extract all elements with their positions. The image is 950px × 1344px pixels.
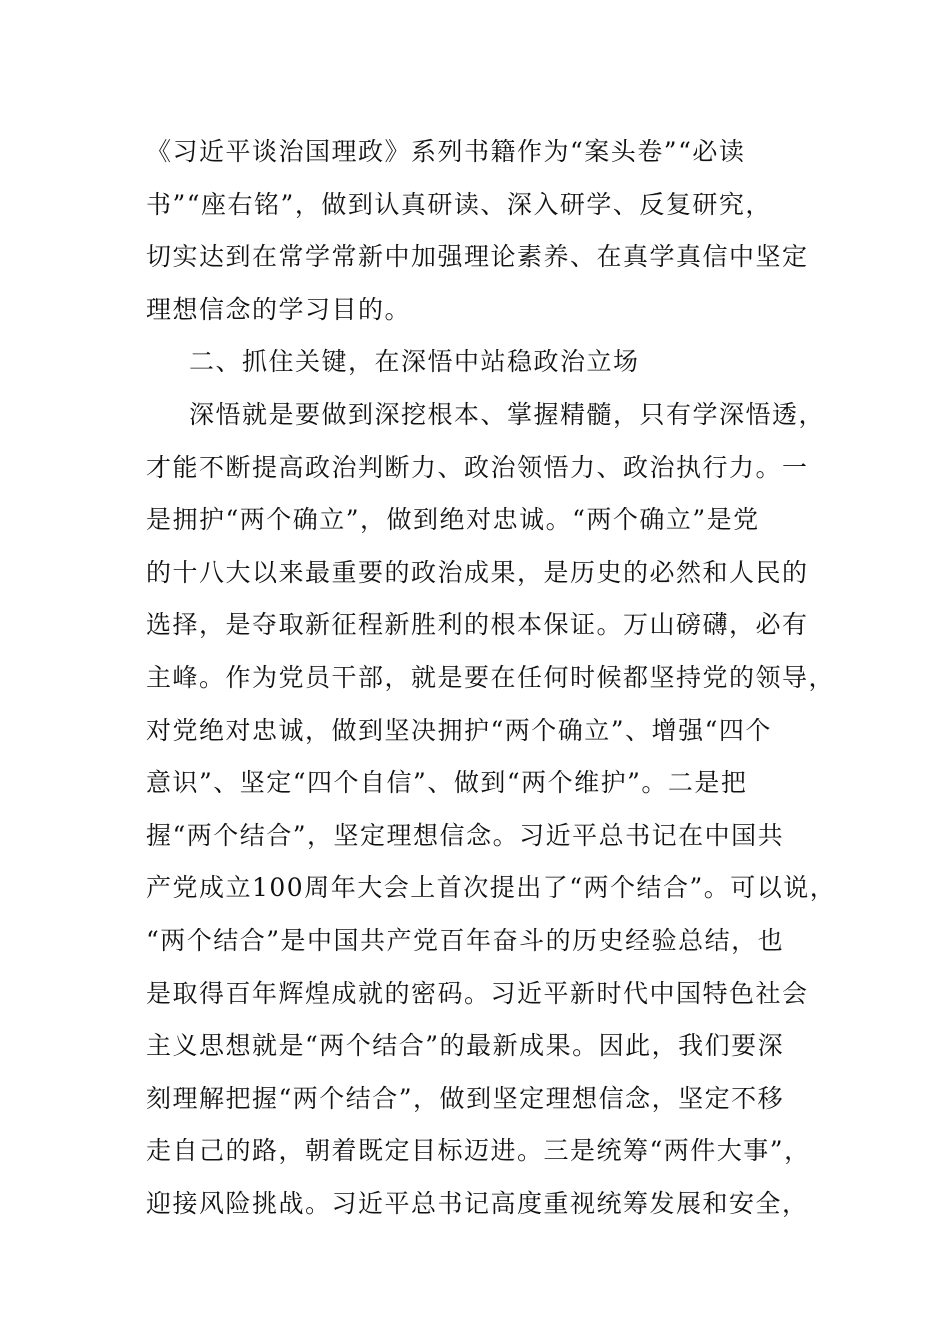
- text-line: 《习近平谈治国理政》系列书籍作为“案头卷”“必读: [146, 137, 746, 166]
- text-line: 迎接风险挑战。习近平总书记高度重视统筹发展和安全，: [146, 1188, 809, 1218]
- text-line: 对党绝对忠诚，做到坚决拥护“两个确立”、增强“四个: [146, 715, 772, 745]
- text-line: 是拥护“两个确立”，做到绝对忠诚。“两个确立”是党: [146, 505, 760, 535]
- text-line: “两个结合”是中国共产党百年奋斗的历史经验总结，也: [146, 925, 785, 955]
- document-body: [146, 132, 846, 1236]
- text-line: 书”“座右铭”，做到认真研读、深入研学、反复研究，: [146, 189, 772, 219]
- paragraph-first-line: 深悟就是要做到深挖根本、掌握精髓，只有学深悟透，: [189, 399, 826, 429]
- text-line: 的十八大以来最重要的政治成果，是历史的必然和人民的: [146, 557, 809, 587]
- text-line: 选择，是夺取新征程新胜利的根本保证。万山磅礴，必有: [146, 610, 809, 640]
- text-line: 意识”、坚定“四个自信”、做到“两个维护”。二是把: [146, 768, 748, 798]
- text-line: 主峰。作为党员干部，就是要在任何时候都坚持党的领导，: [146, 662, 836, 692]
- text-line: 走自己的路，朝着既定目标迈进。三是统筹“两件大事”，: [146, 1136, 811, 1166]
- text-line: 切实达到在常学常新中加强理论素养、在真学真信中坚定: [146, 242, 809, 272]
- text-line: 刻理解把握“两个结合”，做到坚定理想信念，坚定不移: [146, 1083, 785, 1113]
- text-line: 握“两个结合”，坚定理想信念。习近平总书记在中国共: [146, 820, 785, 850]
- text-line: 才能不断提高政治判断力、政治领悟力、政治执行力。一: [146, 452, 809, 482]
- text-line: 是取得百年辉煌成就的密码。习近平新时代中国特色社会: [146, 978, 809, 1008]
- section-heading: 二、抓住关键，在深悟中站稳政治立场: [189, 347, 640, 377]
- text-line: 理想信念的学习目的。: [146, 294, 412, 324]
- text-line: 产党成立100周年大会上首次提出了“两个结合”。可以说，: [146, 873, 837, 903]
- text-line: 主义思想就是“两个结合”的最新成果。因此，我们要深: [146, 1031, 785, 1061]
